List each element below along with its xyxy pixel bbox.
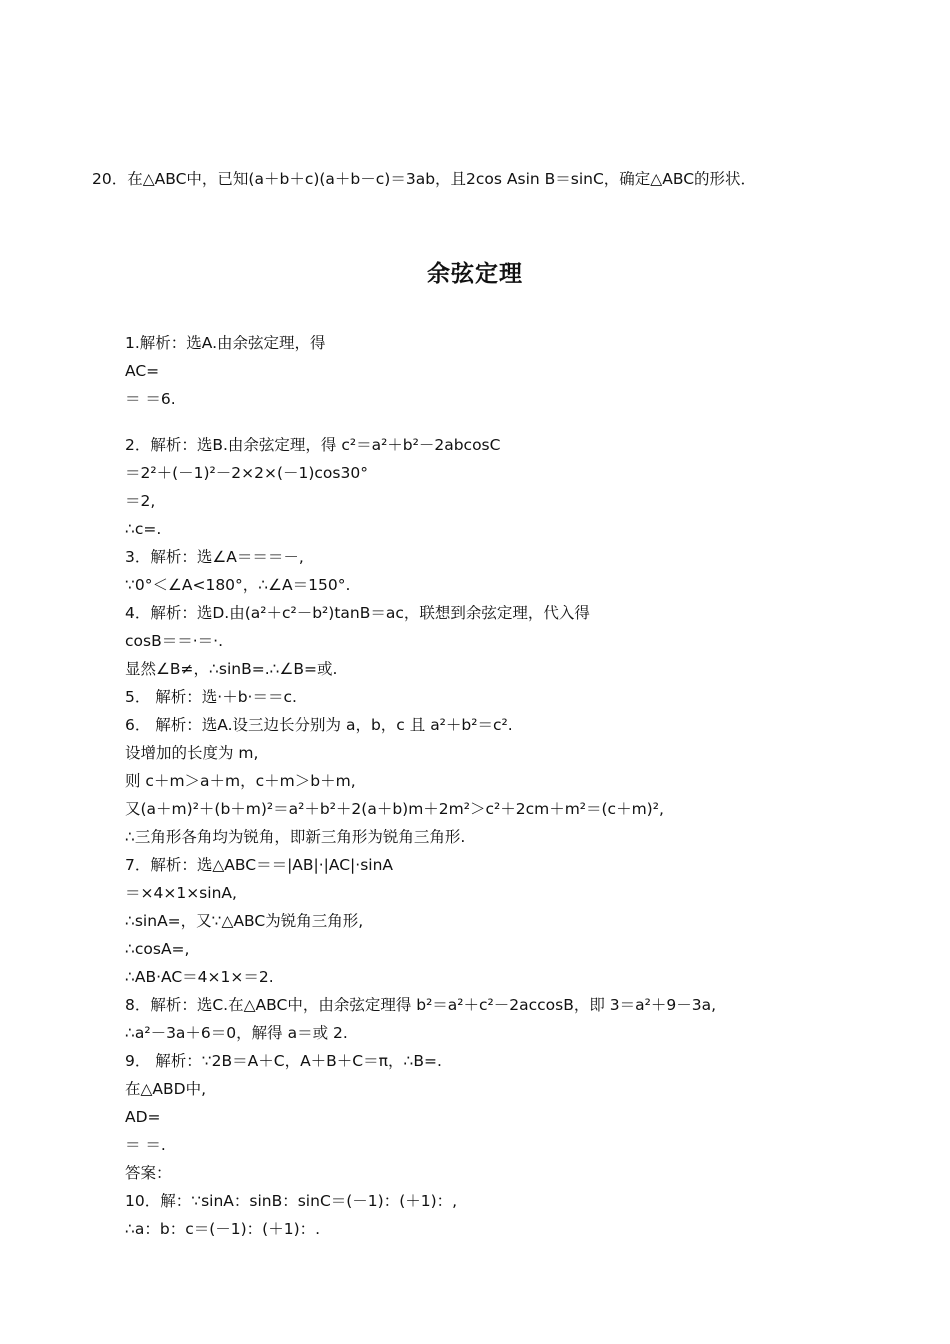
answer-line: ∴c=. (125, 520, 162, 538)
answer-line: 显然∠B≠，∴sinB=.∴∠B=或. (125, 660, 338, 678)
answer-line: 6． 解析：选A.设三边长分别为 a，b，c 且 a²＋b²＝c². (125, 716, 513, 734)
answer-line: 2．解析：选B.由余弦定理，得 c²＝a²＋b²－2abcosC (125, 436, 501, 454)
answer-line: ∴AB·AC＝4×1×＝2. (125, 968, 274, 986)
answer-line: 又(a＋m)²＋(b＋m)²＝a²＋b²＋2(a＋b)m＋2m²＞c²＋2cm＋m²＝(c＋m)², (125, 800, 664, 818)
answer-line: 在△ABD中, (125, 1080, 207, 1098)
answer-line: 设增加的长度为 m, (125, 744, 259, 762)
answer-line: ∴a：b：c＝(－1)：(＋1)：. (125, 1220, 321, 1238)
answer-line: ∴三角形各角均为锐角，即新三角形为锐角三角形. (125, 828, 466, 846)
answer-4 (125, 599, 905, 683)
answer-line: 8．解析：选C.在△ABC中，由余弦定理得 b²＝a²＋c²－2accosB，即 3＝a²＋9－3a, (125, 996, 716, 1014)
answer-line: ∵0°＜∠A<180°，∴∠A＝150°. (125, 576, 351, 594)
answer-line: 4．解析：选D.由(a²＋c²－b²)tanB＝ac，联想到余弦定理，代入得 (125, 604, 590, 622)
answer-line: AD= (125, 1108, 161, 1126)
answer-key (125, 329, 905, 1243)
answer-line: 7．解析：选△ABC＝＝|AB|·|AC|·sinA (125, 856, 394, 874)
answer-3 (125, 543, 905, 599)
answer-line: 5． 解析：选·＋b·＝＝c. (125, 688, 297, 706)
answer-line: ＝2, (125, 492, 156, 510)
answer-line: 3．解析：选∠A＝＝＝－, (125, 548, 304, 566)
answer-1 (125, 329, 905, 413)
answer-line: 答案： (125, 1164, 172, 1182)
answer-line: ＝2²＋(－1)²－2×2×(－1)cos30° (125, 464, 368, 482)
answer-line: 则 c＋m＞a＋m，c＋m＞b＋m, (125, 772, 356, 790)
answer-line: 10．解：∵sinA：sinB：sinC＝(－1)：(＋1)：, (125, 1192, 458, 1210)
question-20: 20．在△ABC中，已知(a＋b＋c)(a＋b－c)＝3ab，且2cos Asin B＝sinC，确定△ABC的形状． (92, 170, 757, 188)
answer-line: AC= (125, 362, 160, 380)
section-title: 余弦定理 (427, 261, 523, 287)
answer-line: ＝ ＝. (125, 1136, 166, 1154)
answer-2 (125, 431, 905, 543)
answer-6 (125, 711, 905, 851)
answer-line: 9． 解析：∵2B＝A＋C，A＋B＋C＝π，∴B=. (125, 1052, 442, 1070)
answer-10 (125, 1187, 905, 1243)
answer-8 (125, 991, 905, 1047)
answer-line: ＝×4×1×sinA, (125, 884, 237, 902)
answer-line: ∴a²－3a＋6＝0，解得 a＝或 2. (125, 1024, 348, 1042)
answer-7 (125, 851, 905, 991)
answer-9 (125, 1047, 905, 1187)
answer-line: cosB＝＝·＝·. (125, 632, 223, 650)
answer-line: ＝ ＝6. (125, 390, 176, 408)
answer-5 (125, 683, 905, 711)
answer-line: ∴sinA=，又∵△ABC为锐角三角形, (125, 912, 364, 930)
answer-line: ∴cosA=, (125, 940, 190, 958)
answer-line: 1.解析：选A.由余弦定理，得 (125, 334, 326, 352)
